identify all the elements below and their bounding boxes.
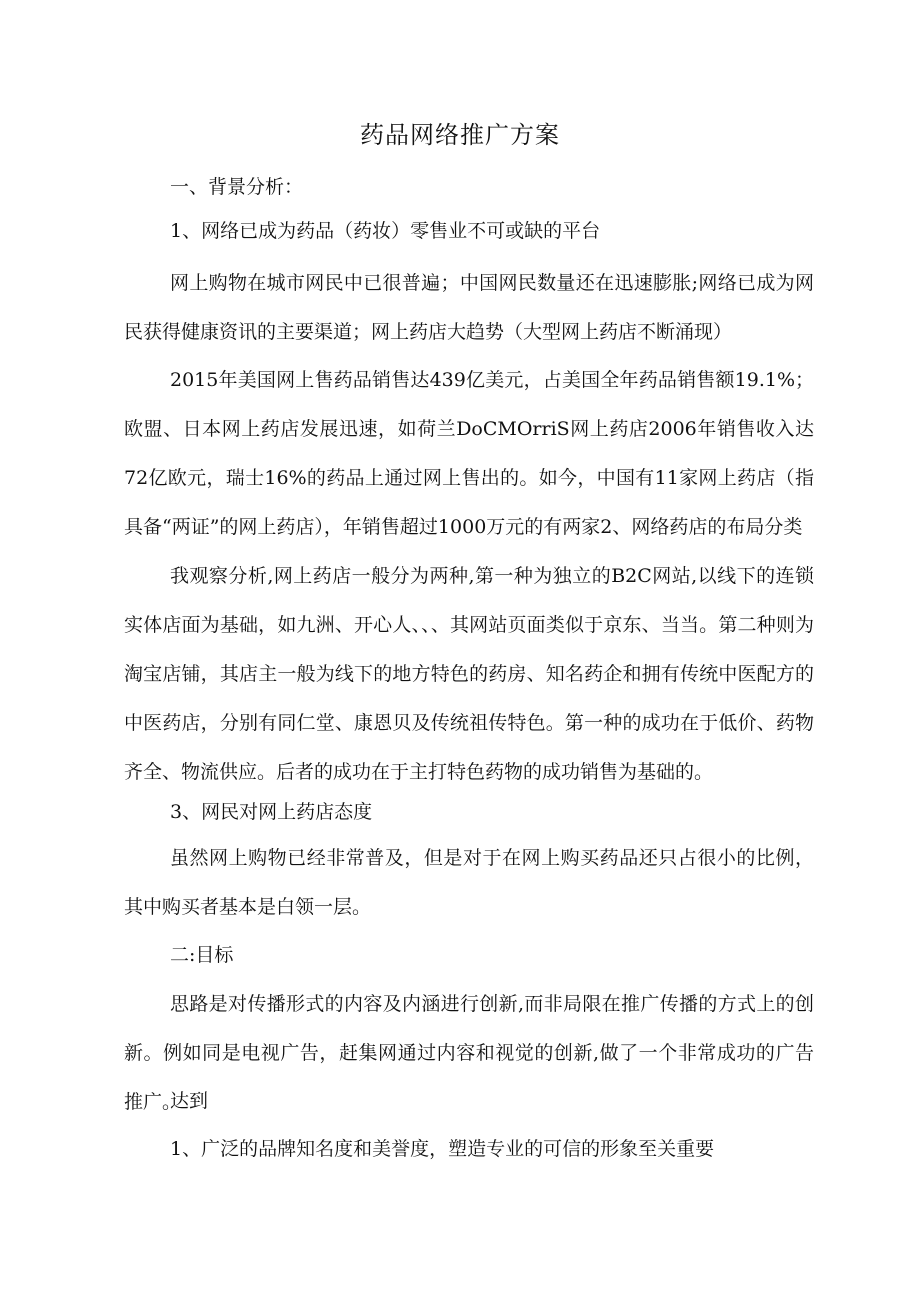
paragraph-pharmacy-types: 我观察分析,网上药店一般分为两种,第一种为独立的B2C网站,以线下的连锁实体店面为基础，如九洲、开心人、、、其网站页面类似于京东、当当。第二种则为淘宝店铺，其店主一般为线下的地方特色的药房、知名药企和拥有传统中医配方的中医药店，分别有同仁堂、康恩贝及传统祖传特色。第一种的成功在于低价、药物齐全、物流供应。后者的成功在于主打特色药物的成功销售为基础的。 <box>124 565 814 783</box>
section-heading-background: 一、背景分析： <box>170 176 304 198</box>
paragraph-online-shopping: 网上购物在城市网民中已很普遍；中国网民数量还在迅速膨胀;网络已成为网民获得健康资讯的主要渠道；网上药店大趋势（大型网上药店不断涌现） <box>124 272 814 343</box>
paragraph-user-attitude: 虽然网上购物已经非常普及，但是对于在网上购买药品还只占很小的比例，其中购买者基本是白领一层。 <box>124 847 814 918</box>
paragraph-sales-statistics: 2015年美国网上售药品销售达439亿美元，占美国全年药品销售额19.1%；欧盟、日本网上药店发展迅速，如荷兰DoCMOrriS网上药店2006年销售收入达72亿欧元，瑞士16%的药品上通过网上售出的。如今，中国有11家网上药店（指具备“两证”的网上药店），年销售超过1000万元的有两家2、网络药店的布局分类 <box>124 369 814 538</box>
heading-achieve: 达到 <box>170 1090 209 1112</box>
subheading-network-platform: 1、网络已成为药品（药妆）零售业不可或缺的平台 <box>170 220 601 242</box>
section-heading-goal: 二:目标 <box>170 944 234 966</box>
paragraph-goal-approach: 思路是对传播形式的内容及内涵进行创新,而非局限在推广传播的方式上的创新。例如同是电视广告，赶集网通过内容和视觉的创新,做了一个非常成功的广告推广。 <box>124 993 814 1113</box>
goal-item-1: 1、广泛的品牌知名度和美誉度，塑造专业的可信的形象至关重要 <box>170 1138 715 1160</box>
document-title: 药品网络推广方案 <box>360 121 560 149</box>
subheading-user-attitude: 3、网民对网上药店态度 <box>170 801 373 823</box>
